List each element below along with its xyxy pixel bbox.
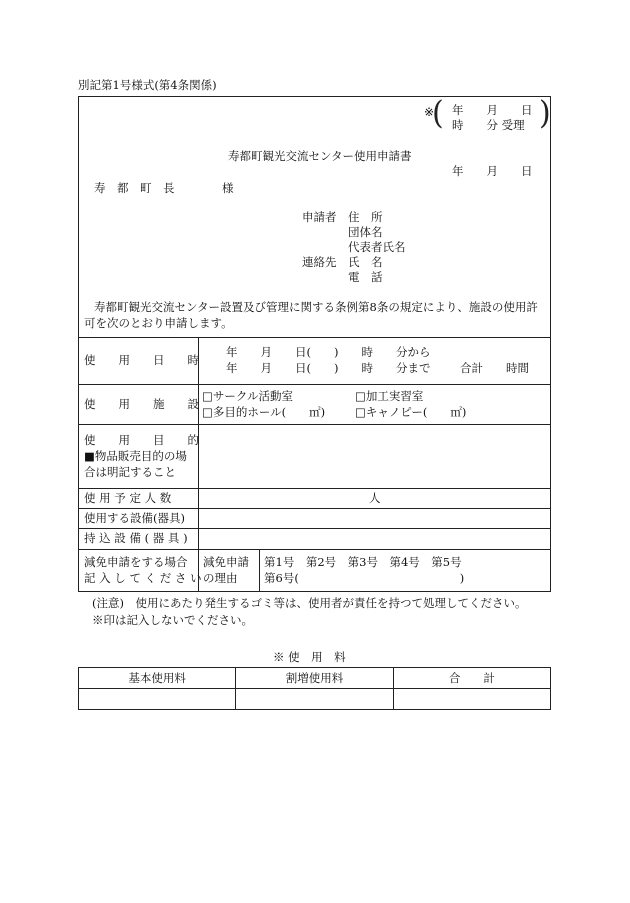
datetime-label: 使 用 日 時 bbox=[84, 353, 199, 367]
fee-basic-cell[interactable] bbox=[79, 689, 236, 710]
fee-basic-header: 基本使用料 bbox=[79, 668, 236, 689]
addressee-honorific: 様 bbox=[222, 181, 234, 195]
address-label: 住 所 bbox=[348, 210, 383, 224]
fee-table bbox=[78, 667, 551, 710]
row-divider-equipment bbox=[78, 528, 551, 529]
reason-label-line2: の理由 bbox=[203, 571, 238, 585]
purpose-note-line1: ■物品販売目的の場 bbox=[84, 449, 187, 463]
people-unit: 人 bbox=[369, 491, 381, 505]
label-column-divider bbox=[198, 337, 199, 592]
row-divider-carryin bbox=[78, 549, 551, 550]
row-divider-datetime bbox=[78, 384, 551, 385]
exemption-label-line2: 記 入 し て く だ さ い bbox=[84, 571, 202, 585]
addressee: 寿 都 町 長 bbox=[94, 181, 175, 195]
purpose-label: 使 用 目 的 bbox=[84, 433, 199, 447]
datetime-to[interactable]: 年 月 日( ) 時 分まで bbox=[226, 361, 431, 375]
table-top-border bbox=[78, 337, 551, 338]
fee-total-header: 合 計 bbox=[393, 668, 550, 689]
row-divider-purpose bbox=[78, 488, 551, 489]
body-text-line1: 寿都町観光交流センター設置及び管理に関する条例第8条の規定により、施設の使用許 bbox=[94, 300, 538, 314]
note-garbage: (注意) 使用にあたり発生するゴミ等は、使用者が責任を持つて処理してください。 bbox=[92, 596, 527, 610]
note-asterisk: ※印は記入しないでください。 bbox=[92, 613, 253, 627]
receipt-date: 年 月 日 bbox=[452, 103, 533, 117]
facility-processing-room-checkbox[interactable]: □加工実習室 bbox=[355, 389, 424, 403]
facility-circle-room-checkbox[interactable]: □サークル活動室 bbox=[202, 389, 294, 403]
group-label: 団体名 bbox=[348, 225, 383, 239]
left-brace-icon: ( bbox=[432, 95, 444, 132]
representative-label: 代表者氏名 bbox=[348, 240, 406, 254]
reason-column-divider bbox=[259, 549, 260, 592]
row-divider-facility bbox=[78, 424, 551, 425]
applicant-label: 申請者 bbox=[302, 210, 337, 224]
application-date: 年 月 日 bbox=[452, 164, 533, 178]
facility-multipurpose-hall-checkbox[interactable]: □多目的ホール( ㎡) bbox=[202, 405, 326, 419]
carryin-label: 持 込 設 備 ( 器 具 ) bbox=[84, 531, 188, 545]
phone-label: 電 話 bbox=[348, 270, 383, 284]
purpose-note-line2: 合は明記すること bbox=[84, 465, 176, 479]
form-title: 寿都町観光交流センター使用申請書 bbox=[228, 149, 412, 163]
exemption-label-line1: 減免申請をする場合 bbox=[84, 555, 188, 569]
fee-title: ※ 使 用 料 bbox=[273, 650, 346, 664]
body-text-line2: 可を次のとおり申請します。 bbox=[84, 316, 233, 330]
right-brace-icon: ) bbox=[539, 95, 551, 132]
fee-surcharge-header: 割増使用料 bbox=[236, 668, 393, 689]
fee-total-cell[interactable] bbox=[393, 689, 550, 710]
facility-canopy-checkbox[interactable]: □キャノピー( ㎡) bbox=[355, 405, 467, 419]
contact-label: 連絡先 bbox=[302, 255, 337, 269]
equipment-label: 使用する設備(器具) bbox=[84, 511, 185, 525]
form-id: 別記第1号様式(第4条関係) bbox=[78, 78, 217, 92]
hours-label: 時間 bbox=[506, 361, 529, 375]
row-divider-people bbox=[78, 508, 551, 509]
total-label: 合計 bbox=[460, 361, 483, 375]
name-label: 氏 名 bbox=[348, 255, 383, 269]
reason-label-line1: 減免申請 bbox=[203, 555, 249, 569]
facility-label: 使 用 施 設 bbox=[84, 397, 199, 411]
reason-options-line1[interactable]: 第1号 第2号 第3号 第4号 第5号 bbox=[264, 555, 462, 569]
fee-surcharge-cell[interactable] bbox=[236, 689, 393, 710]
datetime-from[interactable]: 年 月 日( ) 時 分から bbox=[226, 345, 431, 359]
reason-options-line2[interactable]: 第6号( ) bbox=[264, 571, 465, 585]
people-label: 使 用 予 定 人 数 bbox=[84, 491, 172, 505]
receipt-time: 時 分 受理 bbox=[452, 118, 525, 132]
receipt-mark: ※ bbox=[424, 105, 435, 119]
